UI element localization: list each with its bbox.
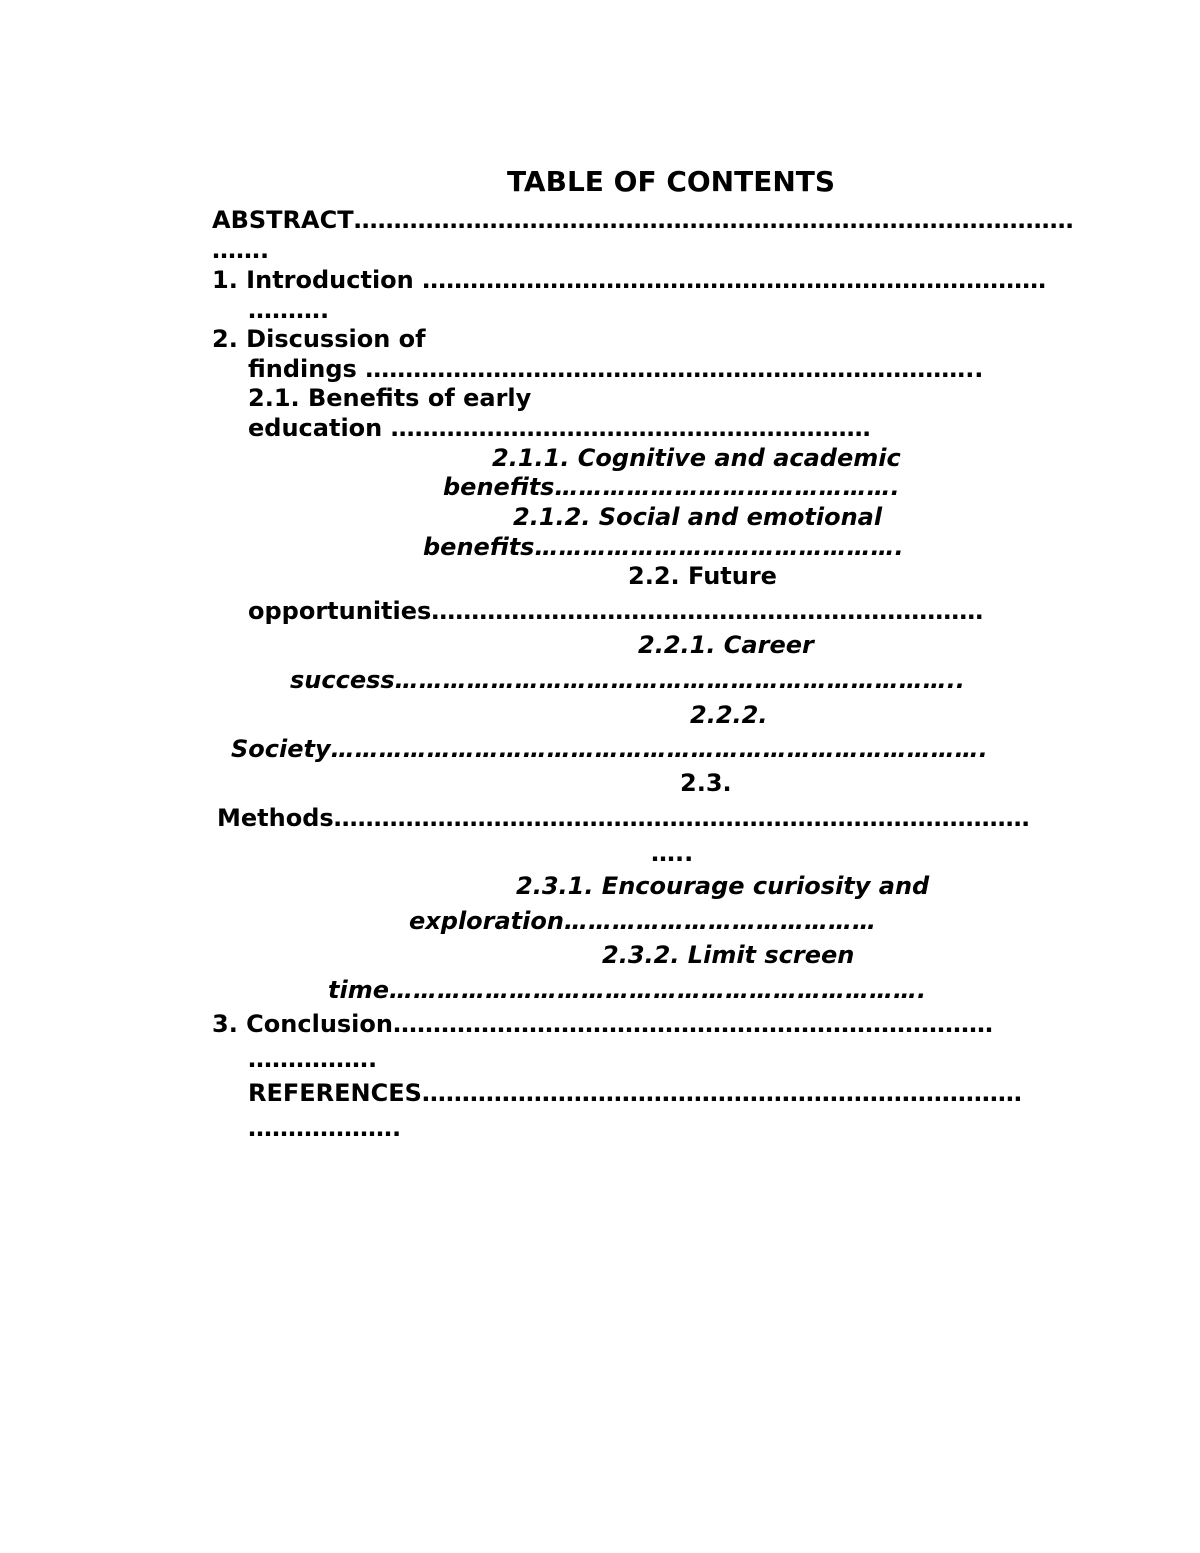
toc-discussion-line2: findings ………………………………………………………………….. [248,355,984,383]
toc-methods-line1: 2.3. [680,769,732,797]
toc-future-line1: 2.2. Future [628,562,777,590]
toc-methods-line3: ….. [651,839,694,867]
toc-curiosity-line1: 2.3.1. Encourage curiosity and [516,872,930,900]
toc-references-line1: REFERENCES………………………………………………………………… [248,1079,1022,1107]
toc-conclusion-line1: 3. Conclusion………………………………………………………………… [212,1010,993,1038]
toc-benefits-line1: 2.1. Benefits of early [248,384,532,412]
toc-screen-line2: time…………………………………………………………. [328,976,927,1004]
toc-benefits-line2: education …………………………………………………… [248,414,871,442]
toc-cognitive-line1: 2.1.1. Cognitive and academic [492,444,901,472]
toc-methods-line2: Methods…………………………………………………………………………… [217,804,1030,832]
toc-society-line1: 2.2.2. [690,701,768,729]
toc-conclusion-line2: ……………. [248,1045,378,1073]
toc-career-line1: 2.2.1. Career [638,631,814,659]
toc-abstract-line1: ABSTRACT……………………………………………………………………………… [212,206,1074,234]
toc-future-line2: opportunities…………………………………………………………… [248,597,984,625]
toc-curiosity-line2: exploration………………………………… [409,907,876,935]
toc-introduction-line2: ………. [248,296,330,324]
toc-career-line2: success…………………………………………………………….. [290,666,965,694]
toc-screen-line1: 2.3.2. Limit screen [602,941,855,969]
toc-discussion-line1: 2. Discussion of [212,325,426,353]
page-title: TABLE OF CONTENTS [507,165,836,198]
toc-social-line1: 2.1.2. Social and emotional [513,503,883,531]
toc-references-line2: ………………. [248,1114,402,1142]
toc-cognitive-line2: benefits……………………………………. [443,473,900,501]
toc-introduction-line1: 1. Introduction …………………………………………………………………… [212,266,1047,294]
toc-social-line2: benefits………………………………………. [423,533,904,561]
toc-society-line2: Society………………………………………………………………………. [231,735,988,763]
toc-abstract-line2: ……. [212,236,270,264]
